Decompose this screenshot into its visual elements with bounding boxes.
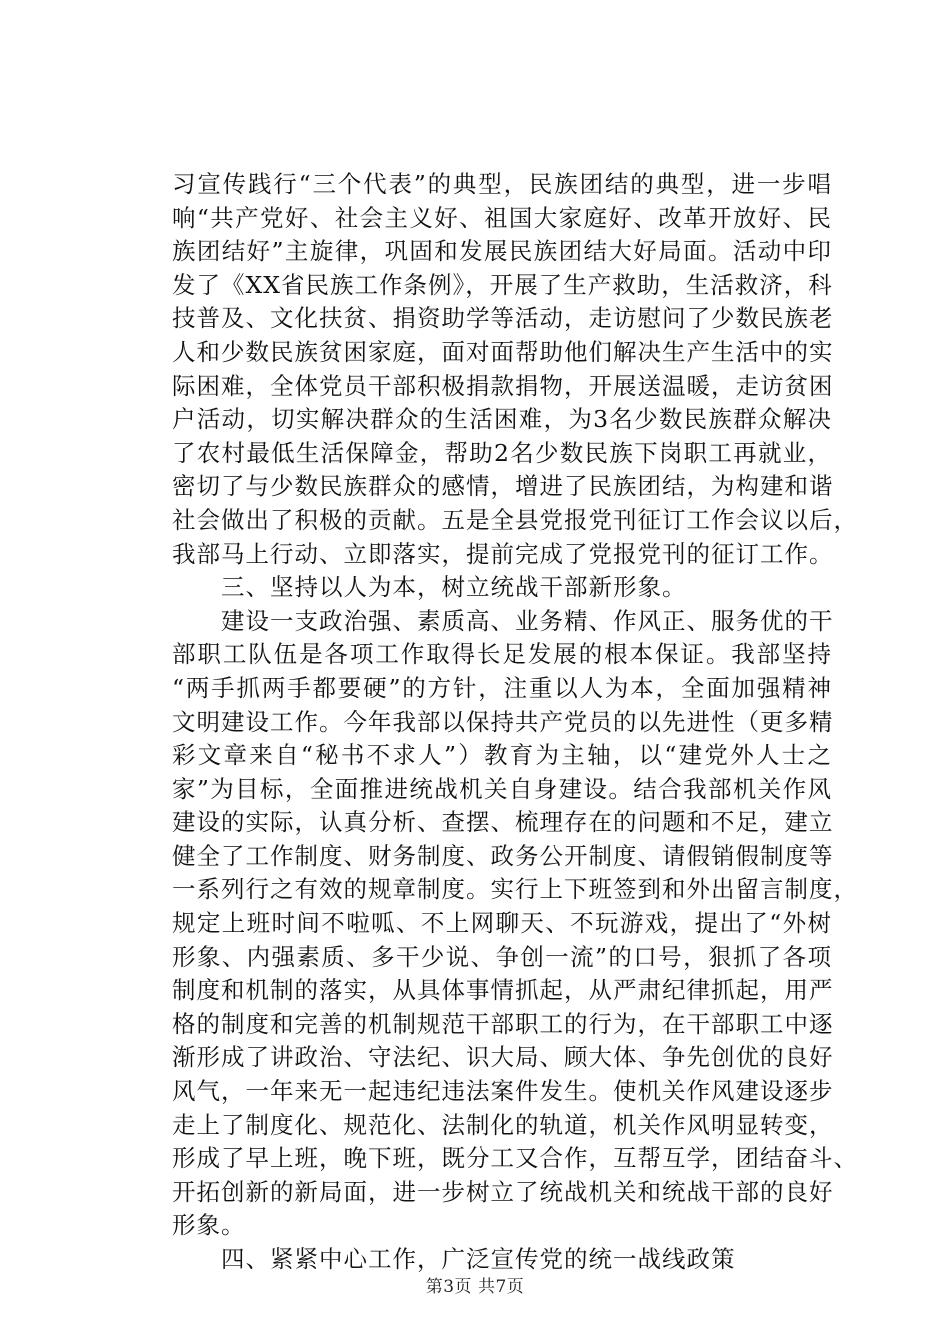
text-line: 我部马上行动、立即落实，提前完成了党报党刊的征订工作。 (172, 539, 834, 568)
text-line: 人和少数民族贫困家庭，面对面帮助他们解决生产生活中的实 (172, 337, 834, 366)
text-line: 际困难，全体党员干部积极捐款捐物，开展送温暖，走访贫困 (172, 371, 834, 400)
text-line: 户活动，切实解决群众的生活困难，为3名少数民族群众解决 (172, 405, 832, 434)
text-line: 技普及、文化扶贫、捐资助学等活动，走访慰问了少数民族老 (172, 304, 834, 333)
text-line: 形象。 (172, 1211, 246, 1240)
section-heading-3: 三、坚持以人为本，树立统战干部新形象。 (172, 573, 687, 602)
text-line: 格的制度和完善的机制规范干部职工的行为，在干部职工中逐 (172, 1009, 834, 1038)
text-line: “两手抓两手都要硬”的方针，注重以人为本，全面加强精神 (172, 673, 832, 702)
text-line: 发了《XX省民族工作条例》，开展了生产救助，生活救济，科 (172, 270, 833, 299)
text-line: 族团结好”主旋律，巩固和发展民族团结大好局面。活动中印 (172, 237, 832, 266)
text-line: 形成了早上班，晚下班，既分工又合作，互帮互学，团结奋斗、 (172, 1144, 858, 1173)
section-heading-4: 四、紧紧中心工作，广泛宣传党的统一战线政策 (172, 1245, 736, 1273)
text-line: 家”为目标，全面推进统战机关自身建设。结合我部机关作风 (172, 774, 832, 803)
text-line: 社会做出了积极的贡献。五是全县党报党刊征订工作会议以后， (172, 505, 858, 534)
text-line: 文明建设工作。今年我部以保持共产党员的以先进性（更多精 (172, 707, 834, 736)
text-line: 密切了与少数民族群众的感情，增进了民族团结，为构建和谐 (172, 472, 834, 501)
text-line: 建设一支政治强、素质高、业务精、作风正、服务优的干 (172, 606, 834, 635)
text-line: 形象、内强素质、多干少说、争创一流”的口号，狠抓了各项 (172, 942, 832, 971)
page-number-footer: 第3页 共7页 (425, 1277, 525, 1297)
text-line: 响“共产党好、社会主义好、祖国大家庭好、改革开放好、民 (172, 203, 832, 232)
text-line: 开拓创新的新局面，进一步树立了统战机关和统战干部的良好 (172, 1177, 834, 1206)
text-line: 健全了工作制度、财务制度、政务公开制度、请假销假制度等 (172, 841, 834, 870)
text-line: 制度和机制的落实，从具体事情抓起，从严肃纪律抓起，用严 (172, 976, 834, 1005)
text-line: 渐形成了讲政治、守法纪、识大局、顾大体、争先创优的良好 (172, 1043, 834, 1072)
text-line: 一系列行之有效的规章制度。实行上下班签到和外出留言制度， (172, 875, 858, 904)
text-line: 规定上班时间不啦呱、不上网聊天、不玩游戏，提出了“外树 (172, 909, 832, 938)
document-body (172, 168, 858, 1277)
text-line: 彩文章来自“秘书不求人”）教育为主轴，以“建党外人士之 (172, 741, 832, 770)
text-line: 建设的实际，认真分析、查摆、梳理存在的问题和不足，建立 (172, 808, 834, 837)
text-line: 了农村最低生活保障金，帮助2名少数民族下岗职工再就业， (172, 438, 832, 467)
text-line: 部职工队伍是各项工作取得长足发展的根本保证。我部坚持 (172, 640, 832, 669)
text-line: 习宣传践行“三个代表”的典型，民族团结的典型，进一步唱 (172, 170, 832, 198)
text-line: 走上了制度化、规范化、法制化的轨道，机关作风明显转变， (172, 1110, 834, 1139)
text-line: 风气，一年来无一起违纪违法案件发生。使机关作风建设逐步 (172, 1077, 834, 1106)
